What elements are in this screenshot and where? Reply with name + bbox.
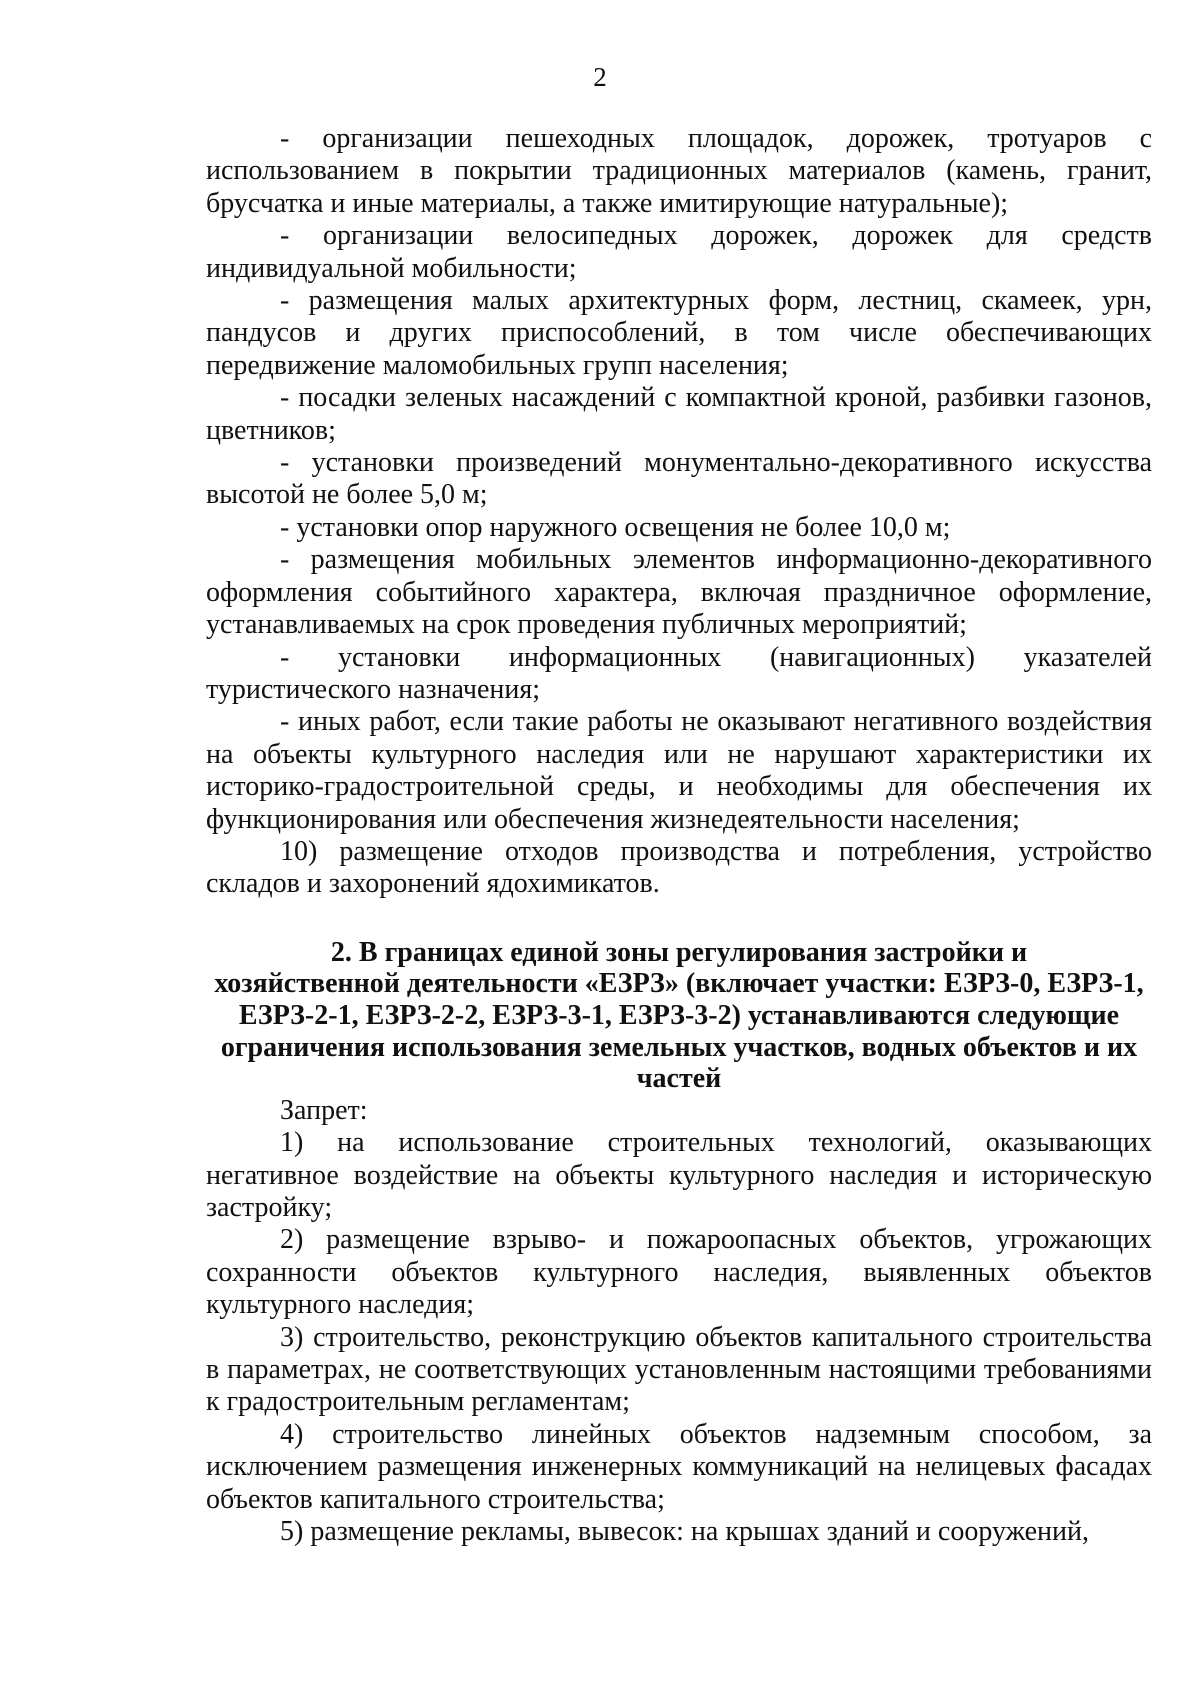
paragraph-pedestrian-areas: - организации пешеходных площадок, дорожек, тротуаров с использованием в покрытии традиционных материалов (камень, гранит, брусчатка и иные материалы, а также имитирующие натуральные);: [206, 123, 1152, 219]
document-body: [206, 123, 1152, 1548]
paragraph-ban-technologies: 1) на использование строительных технологий, оказывающих негативное воздействие на объекты культурного наследия и историческую застройку;: [206, 1127, 1152, 1223]
section-heading-line: ограничения использования земельных участков, водных объектов и их: [220, 1031, 1138, 1063]
paragraph-monumental-art: - установки произведений монументально-декоративного искусства высотой не более 5,0 м;: [206, 447, 1152, 511]
section-heading-line: хозяйственной деятельности «ЕЗРЗ» (включает участки: ЕЗРЗ-0, ЕЗРЗ-1,: [214, 968, 1144, 1000]
paragraph-ban-linear-objects: 4) строительство линейных объектов надземным способом, за исключением размещения инженерных коммуникаций на нелицевых фасадах объектов капитального строительства;: [206, 1418, 1152, 1515]
paragraph-small-architectural-forms: - размещения малых архитектурных форм, лестниц, скамеек, урн, пандусов и других приспособлений, в том числе обеспечивающих передвижение маломобильных групп населения;: [206, 285, 1152, 381]
section-heading-line: ЕЗРЗ-2-1, ЕЗРЗ-2-2, ЕЗРЗ-3-1, ЕЗРЗ-3-2) устанавливаются следующие: [238, 999, 1120, 1031]
paragraph-mobile-decor-elements: - размещения мобильных элементов информационно-декоративного оформления событийного характера, включая праздничное оформление, устанавливаемых на срок проведения публичных мероприятий;: [206, 544, 1152, 641]
section-heading-line: 2. В границах единой зоны регулирования застройки и: [330, 936, 1028, 968]
paragraph-tourist-signs: - установки информационных (навигационных) указателей туристического назначения;: [206, 641, 1152, 705]
paragraph-green-plantings: - посадки зеленых насаждений с компактной кроной, разбивки газонов, цветников;: [206, 382, 1152, 446]
paragraph-ban-advertising: 5) размещение рекламы, вывесок: на крышах зданий и сооружений,: [280, 1516, 1089, 1547]
page-number: 2: [593, 62, 607, 92]
ban-label: Запрет:: [280, 1094, 368, 1126]
paragraph-ban-hazardous-objects: 2) размещение взрыво- и пожароопасных объектов, угрожающих сохранности объектов культурного наследия, выявленных объектов культурного наследия;: [206, 1224, 1152, 1321]
section-heading-line: частей: [636, 1063, 722, 1095]
section-heading: [206, 937, 1152, 1095]
paragraph-bicycle-paths: - организации велосипедных дорожек, дорожек для средств индивидуальной мобильности;: [206, 220, 1152, 284]
paragraph-waste-placement: 10) размещение отходов производства и потребления, устройство складов и захоронений ядохимикатов.: [206, 835, 1152, 900]
paragraph-lighting-poles: - установки опор наружного освещения не более 10,0 м;: [280, 511, 951, 543]
paragraph-other-works: - иных работ, если такие работы не оказывают негативного воздействия на объекты культурного наследия или не нарушают характеристики их историко-градостроительной среды, и необходимы для обеспечения их функционирования или обеспечения жизнедеятельности населения;: [206, 706, 1152, 835]
paragraph-ban-construction-parameters: 3) строительство, реконструкцию объектов капитального строительства в параметрах, не соответствующих установленным настоящими требованиями к градостроительным регламентам;: [206, 1321, 1152, 1418]
